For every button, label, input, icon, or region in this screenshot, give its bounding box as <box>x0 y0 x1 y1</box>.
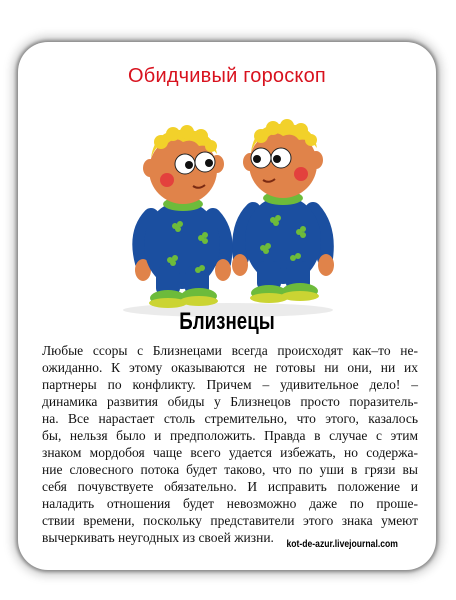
text-line: наладить отношения будет невозможно даже по проше- <box>42 496 418 511</box>
twins-illustration <box>113 98 343 318</box>
text-line: ожиданно. К этому оказываются не готовы ни они, ни их <box>42 360 418 375</box>
text-line: вычеркивать неугодных из своей жизни. <box>42 530 274 545</box>
horoscope-text <box>42 342 418 546</box>
text-line: динамика развития обиды у Близнецов просто поразитель- <box>42 394 418 409</box>
right-twin-figure <box>232 119 334 303</box>
text-line: партнеры по конфликту. Причем – удивительное дело! – <box>42 377 418 392</box>
source-credit: kot-de-azur.livejournal.com <box>286 538 398 550</box>
zodiac-sign-name: Близнецы <box>179 308 275 335</box>
text-line: на. Все нарастает столь стремительно, что этого, казалось <box>42 411 418 426</box>
horoscope-card <box>18 42 436 570</box>
card-title: Обидчивый гороскоп <box>128 65 326 87</box>
text-line: ствии времени, поскольку представители этого знака умеют <box>42 513 418 528</box>
left-twin-figure <box>135 125 231 308</box>
text-line: знаком мордобоя чаще всего удается избежать, но содержа- <box>42 445 418 460</box>
text-line: ние словесного потока будет таково, что по уши в грязи вы <box>42 462 418 477</box>
text-line: Любые ссоры с Близнецами всегда происходят как–то не- <box>42 343 418 358</box>
text-line: себя почувствуете обязательно. И исправить положение и <box>42 479 418 494</box>
text-line: бы, нельзя было и предположить. Правда в случае с этим <box>42 428 418 443</box>
